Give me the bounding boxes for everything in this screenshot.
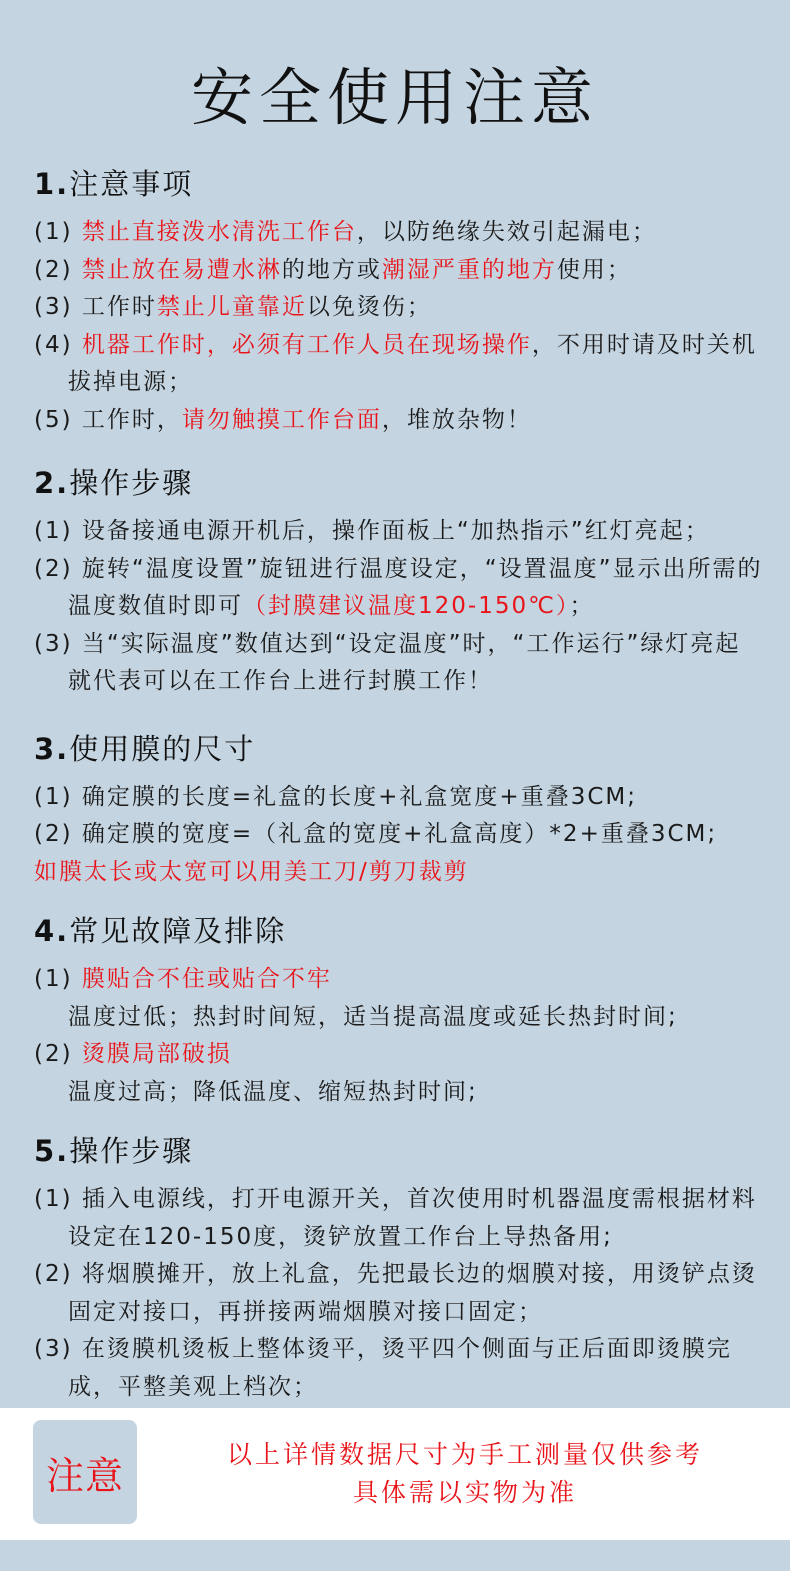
footer-line-2: 具体需以实物为准 [352, 1478, 577, 1507]
item-text: (1) 确定膜的长度=礼盒的长度+礼盒宽度+重叠3CM; [34, 783, 637, 810]
list-item [34, 626, 764, 701]
item-list [34, 1181, 764, 1406]
section-gap [34, 701, 764, 725]
highlight-text: 禁止儿童靠近 [156, 294, 307, 320]
list-item [34, 252, 764, 290]
item-list [34, 513, 764, 701]
list-item [34, 1036, 764, 1074]
item-text: (2) 确定膜的宽度=（礼盒的宽度+礼盒高度）*2+重叠3CM; [34, 821, 718, 847]
footer-line-1: 以上详情数据尺寸为手工测量仅供参考 [226, 1440, 703, 1469]
item-text: (1) 插入电源线，打开电源开关，首次使用时机器温度需根据材料设定在120-150度，烫铲放置工作台上导热备用; [34, 1186, 757, 1250]
highlight-text: 请勿触摸工作台面 [181, 406, 382, 433]
list-item [34, 513, 764, 551]
list-item [34, 1256, 764, 1331]
section-1 [34, 160, 764, 439]
item-text: (5) 工作时， [34, 406, 182, 433]
footer-text [140, 1436, 790, 1512]
highlight-text: 膜贴合不住或贴合不牢 [81, 966, 332, 992]
item-text: (3) 在烫膜机烫板上整体烫平，烫平四个侧面与正后面即烫膜完成，平整美观上档次； [34, 1336, 732, 1400]
list-item [34, 327, 764, 402]
section-number: 5. [34, 1134, 70, 1168]
section-3 [34, 725, 764, 892]
section-5 [34, 1127, 764, 1406]
section-title [34, 1127, 764, 1175]
item-text: (4) [34, 331, 82, 358]
list-item [34, 1331, 764, 1406]
section-title-text: 操作步骤 [69, 1134, 194, 1168]
highlight-text: 机器工作时，必须有工作人员在现场操作 [81, 331, 532, 358]
item-text: ，以防绝缘失效引起漏电； [356, 219, 657, 245]
highlight-text: 禁止放在易遭水淋 [81, 256, 282, 283]
item-text: (2) 旋转“温度设置”旋钮进行温度设定，“设置温度”显示出所需的温度数值时即可 [34, 555, 763, 619]
item-text: ； [569, 593, 595, 619]
section-title [34, 160, 764, 208]
list-item [34, 289, 764, 327]
section-note: 如膜太长或太宽可以用美工刀/剪刀裁剪 [34, 858, 469, 885]
page-title: 安全使用注意 [190, 61, 599, 134]
section-title-text: 常见故障及排除 [69, 914, 287, 948]
list-item [34, 1074, 764, 1112]
item-text: (3) 当“实际温度”数值达到“设定温度”时，“工作运行”绿灯亮起就代表可以在工作台上进行封膜工作！ [34, 630, 741, 694]
content [34, 160, 764, 1406]
section-gap [34, 1111, 764, 1127]
section-title-text: 操作步骤 [69, 466, 194, 500]
list-item [34, 551, 764, 626]
item-text: (2) 将烟膜摊开，放上礼盒，先把最长边的烟膜对接，用烫铲点烫固定对接口，再拼接两端烟膜对接口固定； [34, 1261, 757, 1325]
section-title [34, 459, 764, 507]
item-text: (1) 设备接通电源开机后，操作面板上“加热指示”红灯亮起； [34, 518, 710, 544]
section-gap [34, 439, 764, 459]
item-text: 以免烫伤； [306, 294, 432, 320]
highlight-text: （封膜建议温度120-150℃） [243, 593, 570, 619]
section-number: 2. [34, 466, 70, 500]
highlight-text: 禁止直接泼水清洗工作台 [81, 219, 357, 245]
item-list [34, 779, 764, 854]
list-item [34, 1181, 764, 1256]
highlight-text: 烫膜局部破损 [81, 1041, 232, 1067]
section-title-text: 注意事项 [69, 167, 194, 201]
section-number: 1. [34, 167, 70, 201]
list-item [34, 214, 764, 252]
list-item [34, 999, 764, 1037]
item-text: 的地方或 [281, 256, 382, 283]
item-text: ，堆放杂物！ [381, 406, 532, 433]
note-badge: 注意 [33, 1420, 137, 1524]
section-gap [34, 891, 764, 907]
item-text: ，不用时请及时关机拔掉电源； [68, 331, 757, 395]
item-text: (1) [34, 219, 82, 245]
list-item [34, 816, 764, 854]
footer-notice [0, 1408, 790, 1540]
item-text: (2) [34, 256, 82, 283]
list-item [34, 961, 764, 999]
item-list [34, 961, 764, 1111]
highlight-text: 潮湿严重的地方 [381, 256, 557, 283]
section-2 [34, 459, 764, 701]
item-text: 温度过低；热封时间短，适当提高温度或延长热封时间; [68, 1003, 678, 1030]
list-item [34, 779, 764, 817]
item-text: (3) 工作时 [34, 294, 157, 320]
section-title-text: 使用膜的尺寸 [69, 731, 256, 766]
item-text: 温度过高；降低温度、缩短热封时间; [68, 1078, 478, 1105]
item-text: (1) [34, 966, 82, 992]
list-item [34, 402, 764, 440]
item-text: (2) [34, 1041, 82, 1067]
item-list [34, 214, 764, 439]
section-4 [34, 907, 764, 1111]
section-title [34, 725, 764, 773]
section-number: 4. [34, 914, 70, 948]
item-text: 使用； [556, 256, 632, 283]
section-title [34, 907, 764, 955]
section-number: 3. [34, 731, 70, 766]
